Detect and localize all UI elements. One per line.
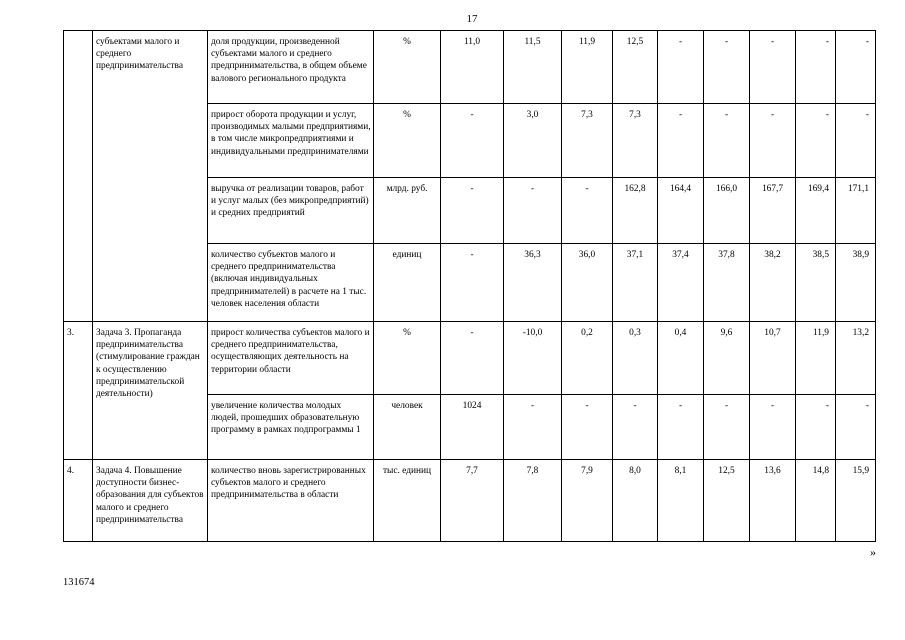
value-cell: 7,3 [613,104,658,178]
value-cell: 14,8 [796,460,836,542]
value-cell: 171,1 [836,178,876,244]
unit-cell: млрд. руб. [374,178,441,244]
value-cell: - [704,104,750,178]
value-cell: 169,4 [796,178,836,244]
value-cell: - [704,31,750,104]
value-cell: 38,9 [836,244,876,322]
value-cell: 162,8 [613,178,658,244]
value-cell: 38,5 [796,244,836,322]
unit-cell: % [374,322,441,395]
value-cell: 15,9 [836,460,876,542]
row-number: 3. [64,322,93,460]
value-cell: 12,5 [704,460,750,542]
value-cell: - [658,31,704,104]
value-cell: 10,7 [750,322,796,395]
value-cell: 0,4 [658,322,704,395]
value-cell: - [796,31,836,104]
value-cell: 36,0 [562,244,613,322]
value-cell: 37,8 [704,244,750,322]
value-cell: - [504,395,562,460]
value-cell: 1024 [441,395,504,460]
value-cell: - [836,395,876,460]
table-row [64,460,876,542]
value-cell: - [504,178,562,244]
value-cell: - [613,395,658,460]
value-cell: 164,4 [658,178,704,244]
value-cell: - [658,104,704,178]
value-cell: - [796,104,836,178]
value-cell: 0,3 [613,322,658,395]
value-cell: 3,0 [504,104,562,178]
value-cell: - [441,244,504,322]
indicator-cell: прирост оборота продукции и услуг, производимых малыми предприятиями, в том числе микропредприятиями и индивидуальными предпринимателями [208,104,374,178]
continuation-mark: » [870,545,876,559]
indicator-cell: выручка от реализации товаров, работ и услуг малых (без микропредприятий) и средних предприятий [208,178,374,244]
value-cell: - [441,104,504,178]
indicator-cell: прирост количества субъектов малого и среднего предпринимательства, осуществляющих деятельность на территории области [208,322,374,395]
value-cell: - [750,395,796,460]
value-cell: 7,8 [504,460,562,542]
value-cell: - [658,395,704,460]
value-cell: 13,6 [750,460,796,542]
value-cell: - [836,31,876,104]
value-cell: 11,9 [796,322,836,395]
value-cell: - [704,395,750,460]
indicators-table [63,30,876,542]
task-cell: субъектами малого и среднего предпринимательства [93,31,208,322]
row-number [64,31,93,322]
table-row [64,31,876,104]
value-cell: 38,2 [750,244,796,322]
value-cell: 7,7 [441,460,504,542]
value-cell: - [562,395,613,460]
value-cell: 167,7 [750,178,796,244]
unit-cell: единиц [374,244,441,322]
value-cell: 13,2 [836,322,876,395]
indicator-cell: количество вновь зарегистрированных субъектов малого и среднего предпринимательства в области [208,460,374,542]
value-cell: 37,1 [613,244,658,322]
unit-cell: % [374,31,441,104]
value-cell: 11,0 [441,31,504,104]
value-cell: 8,0 [613,460,658,542]
value-cell: 7,3 [562,104,613,178]
unit-cell: человек [374,395,441,460]
value-cell: - [441,178,504,244]
unit-cell: % [374,104,441,178]
page-number: 17 [466,13,478,25]
unit-cell: тыс. единиц [374,460,441,542]
value-cell: -10,0 [504,322,562,395]
value-cell: - [562,178,613,244]
task-cell: Задача 4. Повышение доступности бизнес-образования для субъектов малого и среднего предпринимательства [93,460,208,542]
value-cell: - [836,104,876,178]
row-number: 4. [64,460,93,542]
value-cell: 12,5 [613,31,658,104]
value-cell: 166,0 [704,178,750,244]
value-cell: 36,3 [504,244,562,322]
value-cell: - [441,322,504,395]
document-code: 131674 [63,577,95,588]
table-row [64,322,876,395]
value-cell: - [750,104,796,178]
task-cell: Задача 3. Пропаганда предпринимательства (стимулирование граждан к осуществлению предпринимательской деятельности) [93,322,208,460]
value-cell: 9,6 [704,322,750,395]
value-cell: 37,4 [658,244,704,322]
indicator-cell: доля продукции, произведенной субъектами малого и среднего предпринимательства, в общем объеме валового регионального продукта [208,31,374,104]
value-cell: 11,9 [562,31,613,104]
value-cell: - [796,395,836,460]
value-cell: 11,5 [504,31,562,104]
value-cell: 0,2 [562,322,613,395]
value-cell: 7,9 [562,460,613,542]
indicator-cell: количество субъектов малого и среднего предпринимательства (включая индивидуальных предпринимателей) в расчете на 1 тыс. человек населения области [208,244,374,322]
indicator-cell: увеличение количества молодых людей, прошедших образовательную программу в рамках подпрограммы 1 [208,395,374,460]
value-cell: - [750,31,796,104]
value-cell: 8,1 [658,460,704,542]
